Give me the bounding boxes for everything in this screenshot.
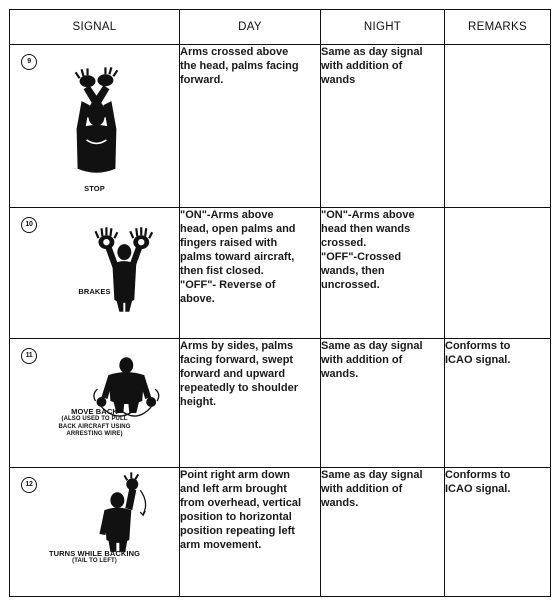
day-cell bbox=[180, 45, 321, 208]
day-line: head, open palms and bbox=[180, 223, 296, 235]
day-cell bbox=[180, 339, 321, 468]
night-cell bbox=[321, 339, 445, 468]
signals-table bbox=[9, 9, 551, 597]
remarks-line: Conforms to bbox=[445, 340, 511, 352]
caption-sub: BACK AIRCRAFT USING bbox=[58, 423, 131, 430]
day-line: repeatedly to shoulder bbox=[180, 382, 298, 394]
day-line: palms toward aircraft, bbox=[180, 251, 295, 263]
turns-while-backing-signal-figure-icon bbox=[10, 468, 179, 596]
remarks-line: ICAO signal. bbox=[445, 483, 511, 495]
header-day: DAY bbox=[180, 10, 321, 45]
day-line: Arms crossed above bbox=[180, 46, 289, 58]
header-remarks: REMARKS bbox=[445, 10, 551, 45]
day-line: arm movement. bbox=[180, 539, 262, 551]
night-line: Same as day signal bbox=[321, 469, 423, 481]
signal-number: 12 bbox=[21, 477, 37, 493]
caption-sub: ARRESTING WIRE) bbox=[66, 431, 123, 437]
night-cell bbox=[321, 468, 445, 597]
day-line: above. bbox=[180, 293, 215, 305]
day-line: "OFF"- Reverse of bbox=[180, 279, 276, 291]
day-cell bbox=[180, 208, 321, 339]
remarks-cell bbox=[445, 339, 551, 468]
remarks-line: ICAO signal. bbox=[445, 354, 511, 366]
caption-sub: (TAIL TO LEFT) bbox=[72, 558, 117, 564]
caption-main: MOVE BACK bbox=[71, 407, 118, 416]
night-cell bbox=[321, 45, 445, 208]
caption-main: TURNS WHILE BACKING bbox=[48, 549, 141, 558]
move-back-signal-figure-icon bbox=[10, 339, 179, 467]
night-line: wands. bbox=[321, 497, 359, 509]
day-line: forward and upward bbox=[180, 368, 286, 380]
day-line: Arms by sides, palms bbox=[180, 340, 294, 352]
signal-cell bbox=[10, 208, 180, 339]
signal-cell bbox=[10, 339, 180, 468]
day-line: position repeating left bbox=[180, 525, 295, 537]
header-row bbox=[10, 10, 551, 45]
table-row bbox=[10, 208, 551, 339]
day-line: forward. bbox=[180, 74, 224, 86]
night-line: with addition of bbox=[321, 483, 403, 495]
stop-signal-figure-icon bbox=[10, 45, 179, 207]
night-cell bbox=[321, 208, 445, 339]
signal-caption: STOP bbox=[84, 184, 105, 193]
night-line: head then wands bbox=[321, 223, 411, 235]
day-line: fingers raised with bbox=[180, 237, 278, 249]
night-line: with addition of bbox=[321, 60, 403, 72]
caption-sub: (ALSO USED TO PULL bbox=[61, 416, 128, 422]
remarks-line: Conforms to bbox=[445, 469, 511, 481]
signal-caption bbox=[10, 408, 179, 439]
day-line: height. bbox=[180, 396, 217, 408]
night-line: wands, then bbox=[321, 265, 385, 277]
day-line: the head, palms facing bbox=[180, 60, 299, 72]
table-row bbox=[10, 339, 551, 468]
night-line: Same as day signal bbox=[321, 340, 423, 352]
day-line: "ON"-Arms above bbox=[180, 209, 274, 221]
signal-cell bbox=[10, 45, 180, 208]
day-line: from overhead, vertical bbox=[180, 497, 302, 509]
remarks-cell bbox=[445, 468, 551, 597]
signal-cell bbox=[10, 468, 180, 597]
night-line: "OFF"-Crossed bbox=[321, 251, 402, 263]
day-cell bbox=[180, 468, 321, 597]
night-line: "ON"-Arms above bbox=[321, 209, 415, 221]
night-line: wands bbox=[321, 74, 356, 86]
night-line: with addition of bbox=[321, 354, 403, 366]
header-signal: SIGNAL bbox=[10, 10, 180, 45]
day-line: position to horizontal bbox=[180, 511, 292, 523]
night-line: wands. bbox=[321, 368, 359, 380]
signal-number: 10 bbox=[21, 217, 37, 233]
day-line: and left arm brought bbox=[180, 483, 287, 495]
remarks-cell bbox=[445, 45, 551, 208]
signal-caption bbox=[10, 550, 179, 566]
remarks-cell bbox=[445, 208, 551, 339]
table-row bbox=[10, 45, 551, 208]
night-line: Same as day signal bbox=[321, 46, 423, 58]
day-line: facing forward, swept bbox=[180, 354, 294, 366]
header-night: NIGHT bbox=[321, 10, 445, 45]
signal-number: 11 bbox=[21, 348, 37, 364]
day-line: then fist closed. bbox=[180, 265, 264, 277]
signal-number: 9 bbox=[21, 54, 37, 70]
table-row bbox=[10, 468, 551, 597]
signal-caption: BRAKES bbox=[78, 287, 111, 296]
day-line: Point right arm down bbox=[180, 469, 290, 481]
brakes-signal-figure-icon bbox=[10, 208, 179, 338]
night-line: uncrossed. bbox=[321, 279, 380, 291]
night-line: crossed. bbox=[321, 237, 367, 249]
